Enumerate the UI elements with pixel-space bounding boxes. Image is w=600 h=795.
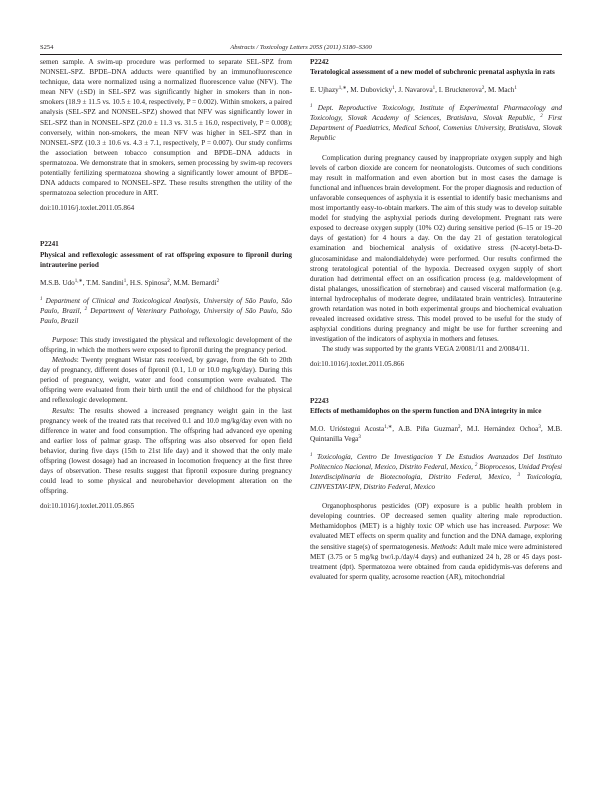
author: , H.S. Spinosa — [126, 278, 168, 287]
abstract-id: P2243 — [310, 396, 329, 405]
affiliations: $^1$ Dept. Reproductive Toxicology, Institute of Experimental Pharmacology and Toxicology, Slovak Academy of Sciences, Bratislava, Slovak Republic, $^2$ First Department of Paediatrics, Medical School, Comenius University, Bratislava, Slovak Republic — [310, 104, 562, 143]
results-paragraph: Results: The results showed a increased pregnancy weight gain in the last pregnancy week of the treated rats that received 0.1 and 10.0 mg/kg/day even with no difference in water and food consumption. The offspring had advanced eye opening and earlier loss of palmar grasp. The offspring was also observed for open field behavior, during five days (15th to 21st life day) and it showed that the only male offspring (lowest dosage) had an increased in locomotion frequency at the first three days of observation. These results suggest that fipronil exposure during pregnancy could lead to some physical and neurobehavior development alteration on the offspring. — [40, 406, 292, 496]
abstract-title: Teratological assessment of a new model of subchronic prenatal asphyxia in rats — [310, 68, 555, 77]
journal-citation: Abstracts / Toxicology Letters 205S (2011) S180–S300 — [230, 44, 372, 51]
methods-paragraph: Methods: Twenty pregnant Wistar rats received, by gavage, from the 6th to 20th day of pregnancy, different doses of fipronil (0.1, 1.0 or 10.0 mg/kg/day). During this period of pregnancy, weight, water and food consumption were evaluated. The offspring were evaluated from their birth until the end of childhood for the physical and reflexologic development. — [40, 356, 292, 405]
page-number: S254 — [40, 44, 54, 51]
doi-link[interactable]: doi:10.1016/j.toxlet.2011.05.865 — [40, 502, 135, 511]
abstract-title: Physical and reflexologic assessment of rat offspring exposure to fipronil during intrauterine period — [40, 250, 292, 269]
body-paragraph: Organophosphorus pesticides (OP) exposure is a public health problem in developing countries. OP decreased semen quality altering male reproduction. Methamidophos (MET) is a highly toxic OP which use has increased. Purpose: We evaluated MET effects on sperm quality and function and the DNA damage, exploring the sensitive stage(s) of spermatogenesis. Methods: Adult male mice were administered MET (3.75 or 5 mg/kg bw/i.p./day/4 days) and euthanized 24 h, 28 or 45 days post-treatment (dpt). Spermatozoa were obtained from cauda epididymis-vas deferens and evaluated for sperm quality, acrosome reaction (AR), mitochondrial — [310, 502, 563, 581]
author: , T.M. Sandini — [82, 278, 124, 287]
author-list: M.O. Urióstegui Acosta$^{1,∗}$, A.B. Piña Guzman$^2$, M.I. Hernández Ochoa$^3$, M.B. Quintanilla Vega$^3$ — [310, 424, 562, 443]
abstract-id: P2242 — [310, 58, 329, 66]
author-list: M.S.B. Udo$^{1,∗}$, T.M. Sandini$^1$, H.S. Spinosa$^2$, M.M. Bernardi$^2$ — [40, 278, 220, 287]
running-header — [40, 42, 562, 55]
abstract-p2243 — [310, 396, 562, 582]
affiliations: $^1$ Toxicología, Centro De Investigacion Y De Estudios Avanzados Del Instituto Politecnico Nacional, Mexico, Distrito Federal, Mexico, $^2$ Bioprocesos, Unidad Profesi Interdisciplinaria de Biotecnologia, Distrito Federal, Mexico, $^3$ Toxicología, CINVESTAV-IPN, Distrito Federal, Mexico — [310, 452, 562, 492]
abstract-p2241 — [40, 239, 292, 511]
doi-link[interactable]: doi:10.1016/j.toxlet.2011.05.864 — [40, 204, 135, 213]
author: , M.M. Bernardi — [169, 278, 217, 287]
author-list: E. Ujhazy$^{1,∗}$, M. Dubovicky$^1$, J. Navarova$^1$, I. Brucknerova$^2$, M. Mach$^1$ — [310, 86, 517, 95]
continuation-text: semen sample. A swim-up procedure was performed to separate SEL-SPZ from NONSEL-SPZ. BPDE–DNA adducts were quantified by an immunofluorescence technique, data were normalized using a normalized fluorescence value (NFV). The mean NFV (±SD) in SEL-SPZ was significantly higher in smokers than in non-smokers (18.9 ± 11.5 vs. 10.5 ± 10.4, respectively, P = 0.002). Within smokers, a paired analysis (SEL-SPZ and NONSEL-SPZ) showed that NFV was significantly lower in SEL-SPZ than in NONSEL-SPZ (20.0 ± 11.3 vs. 31.5 ± 16.0, respectively, P = 0.008); conversely, within non-smokers, the mean NFV was higher in SEL-SPZ than in NONSEL-SPZ (10.3 ± 10.6 vs. 4.3 ± 7.1, respectively, P = 0.007). Our study confirms the association between tobacco consumption and BPDE–DNA adducts in spermatozoa. We demonstrate that in smokers, semen processing by swim-up recovers potentially fertilizing spermatozoa showing a significantly lower amount of BPDE–DNA adducts compared to NONSEL-SPZ. These results strengthen the utility of the spermatozoa selection procedure in ART. — [40, 58, 292, 198]
abstract-title: Effects of methamidophos on the sperm function and DNA integrity in mice — [310, 406, 542, 415]
left-column — [40, 57, 292, 511]
purpose-paragraph: Purpose: This study investigated the physical and reflexologic development of the offspring, in which the mothers were exposed to fipronil during the pregnancy period. — [40, 335, 292, 354]
doi-link[interactable]: doi:10.1016/j.toxlet.2011.05.866 — [310, 360, 405, 369]
abstract-id: P2241 — [40, 240, 59, 249]
abstract-p2242 — [310, 57, 562, 370]
right-column — [310, 57, 562, 582]
body-paragraph: Complication during pregnancy caused by inappropriate oxygen supply and high levels of carbon dioxide are concern for neonatologists. Outcomes of such conditions may result in malformation and even abortion but in most cases the damage is functional and influences brain development. For the proper diagnosis and reduction of unfavorable consequences of asphyxia it is essential to identify basic mechanisms and most importantly easy-to-obtain markers. The aim of this study was to develop suitable model for studying the asphyxial periods during development. Pregnant rats were exposed to decrease oxygen supply (10% O2) during sensitive period (6–15 or 19–20 days of gestation) for 4 hours a day. On the day 21 of gestation teratological examination and biochemical analysis of oxidative stress (N-acetyl-beta-D-glucosaminidase and malondialdehyde) were performed. Our results confirmed the strong teratological potential of the hypoxia. Decreased oxygen supply of short duration had detrimental effect on an ossification process (e.g. maldevelopment of distal phalanges, unossification of sternebrae) and caused visceral malformation (e.g. internal hydrocephalus of moderate degree, undilatated brain ventricles). Intrauterine growth retardation was noted in both experimental groups and biochemical evaluation revealed increased oxidative stress. This model proved to be useful for the study of asphyxial conditions during pregnancy and might be use for further screening and investigation of the indicators of asphyxia in mothers and fetuses. — [310, 153, 562, 344]
author: M.S.B. Udo — [40, 278, 75, 287]
affiliations: $^1$ Department of Clinical and Toxicological Analysis, University of São Paulo, São Paulo, Brazil, $^2$ Department of Veterinary Pathology, University of São Paulo, São Paulo, Brazil — [40, 296, 292, 325]
support-paragraph: The study was supported by the grants VEGA 2/0081/11 and 2/0084/11. — [322, 345, 530, 354]
